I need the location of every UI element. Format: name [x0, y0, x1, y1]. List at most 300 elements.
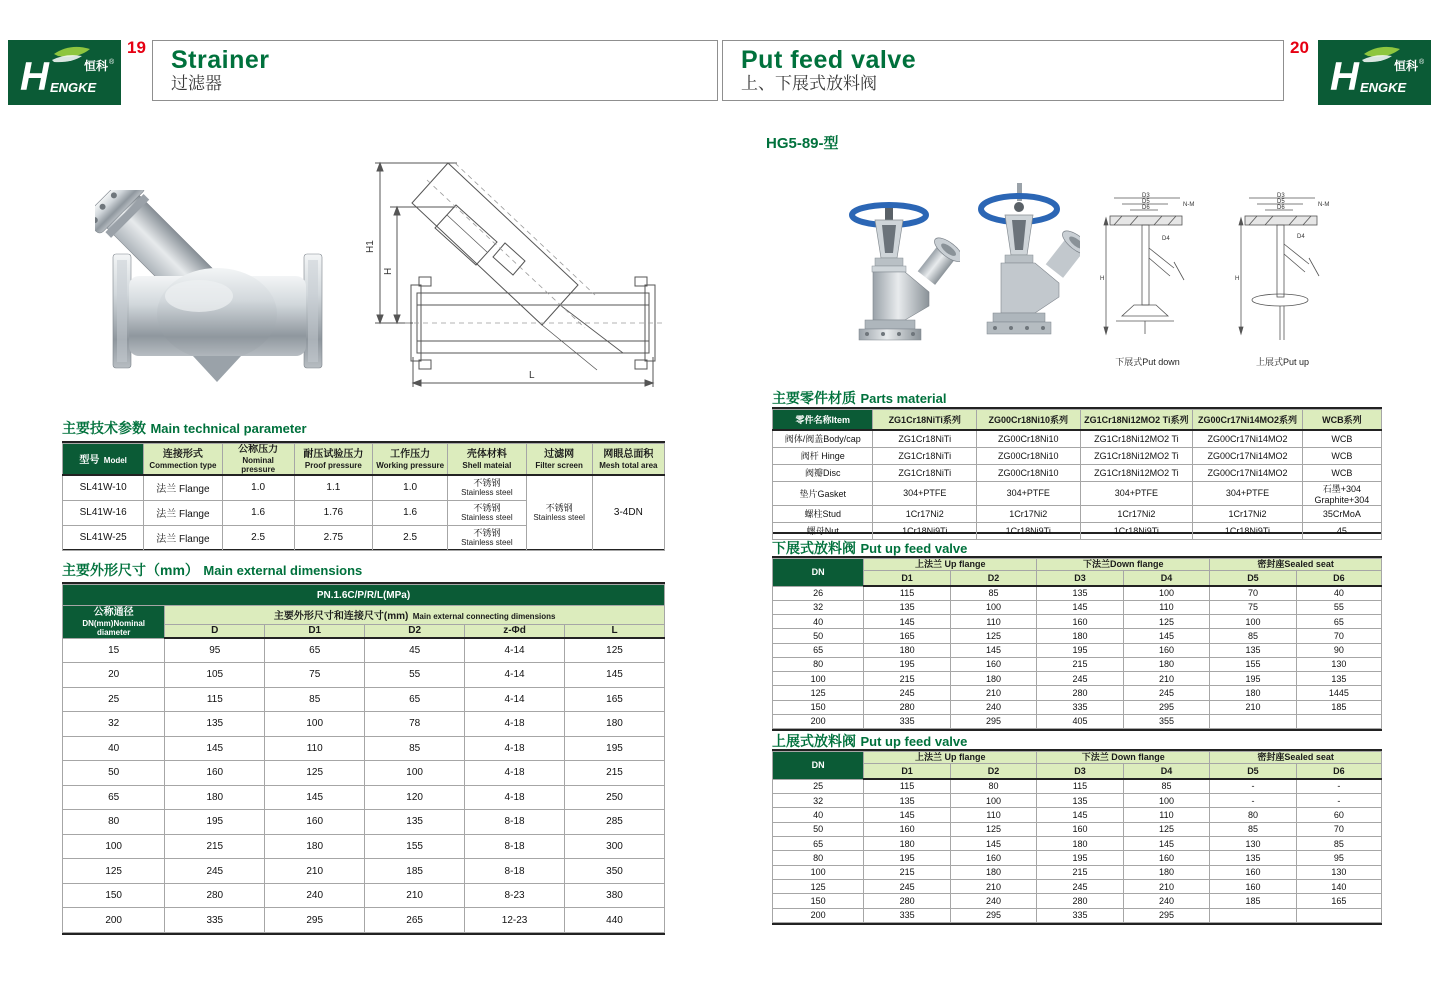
col-connection: 连接形式 Commection type: [144, 444, 222, 476]
cell: 125: [565, 638, 665, 663]
cell: 125: [63, 859, 165, 884]
table-row: [773, 586, 1382, 600]
cell: 85: [1296, 836, 1381, 850]
group-down-flange: 下法兰Down flange: [1037, 559, 1210, 571]
cell: ZG00Cr17Ni14MO2: [1193, 464, 1303, 481]
cell: WCB: [1302, 447, 1381, 464]
cell: 304+PTFE: [1193, 481, 1303, 505]
cell: 160: [950, 851, 1036, 865]
svg-text:L: L: [529, 370, 535, 381]
cell: 1Cr18Ni9Ti: [1193, 522, 1303, 539]
cell: 法兰 Flange: [144, 475, 222, 500]
cell: 210: [1210, 700, 1296, 714]
table-row: [63, 883, 665, 908]
svg-text:ENGKE: ENGKE: [1360, 80, 1407, 95]
cell: 335: [1037, 908, 1123, 922]
cell: 65: [773, 643, 864, 657]
cell: ZG1Cr18NiTi: [873, 464, 977, 481]
cell: 145: [1123, 836, 1209, 850]
cell: 160: [165, 761, 265, 786]
cell: 210: [1123, 672, 1209, 686]
cell: 135: [864, 600, 950, 614]
cell: 1.1: [294, 475, 372, 500]
cell: 195: [165, 810, 265, 835]
cell: 1.6: [222, 500, 294, 525]
page-title-right-en: Put feed valve: [741, 46, 917, 74]
cell: -: [1210, 793, 1296, 807]
svg-text:®: ®: [109, 59, 115, 66]
col-zod: z-Φd: [465, 625, 565, 639]
cell: 240: [950, 700, 1036, 714]
parts-table-wrap: [772, 407, 1382, 534]
table-row: [773, 894, 1382, 908]
cell: 85: [950, 586, 1036, 600]
cell: 螺柱Stud: [773, 505, 873, 522]
group-up-flange: 上法兰 Up flange: [864, 752, 1037, 764]
cell: 200: [773, 714, 864, 728]
cell: 130: [1296, 657, 1381, 671]
cell: 280: [1037, 894, 1123, 908]
cell: 1.6: [373, 500, 448, 525]
cell: 阀瓣Disc: [773, 464, 873, 481]
cell: 125: [950, 822, 1036, 836]
cell: 380: [565, 883, 665, 908]
down-title-en: Put up feed valve: [860, 541, 968, 556]
col-item: 零件名称Item: [773, 410, 873, 431]
cell: SL41W-16: [63, 500, 144, 525]
cell: 法兰 Flange: [144, 525, 222, 550]
valve-photo-down-icon: [845, 198, 960, 350]
model-code: HG5-89-型: [766, 135, 839, 152]
up-cols-row: [773, 764, 1382, 780]
cell: 110: [1123, 600, 1209, 614]
cell: 1.76: [294, 500, 372, 525]
cell: 195: [864, 657, 950, 671]
cell: ZG00Cr17Ni14MO2: [1193, 447, 1303, 464]
cell: 100: [63, 834, 165, 859]
cell: [1296, 908, 1381, 922]
strainer-drawing: [335, 145, 675, 405]
down-group-row: [773, 559, 1382, 571]
cell: 阀体/阀盖Body/cap: [773, 430, 873, 447]
cell: 125: [1123, 615, 1209, 629]
svg-text:N-M: N-M: [1318, 202, 1330, 208]
cell: SL41W-25: [63, 525, 144, 550]
table-row: [773, 615, 1382, 629]
cell: 50: [773, 629, 864, 643]
cell: 180: [950, 865, 1036, 879]
cell: 295: [1123, 700, 1209, 714]
cell: 145: [265, 785, 365, 810]
page-title-left-en: Strainer: [171, 46, 270, 74]
cell: 100: [1123, 586, 1209, 600]
cell: 80: [950, 779, 1036, 793]
col-D5: D5: [1210, 571, 1296, 587]
svg-text:H: H: [1235, 276, 1240, 282]
cell: 125: [773, 686, 864, 700]
col-dn: DN: [773, 752, 864, 780]
cell: 2.5: [373, 525, 448, 550]
cell: 65: [773, 836, 864, 850]
cell: 350: [565, 859, 665, 884]
cell: 180: [165, 785, 265, 810]
cell: ZG00Cr17Ni14MO2: [1193, 430, 1303, 447]
col-D1: D1: [265, 625, 365, 639]
cell: 240: [950, 894, 1036, 908]
cell: 40: [63, 736, 165, 761]
cell: 2.75: [294, 525, 372, 550]
table-row: [773, 700, 1382, 714]
cell: WCB: [1302, 464, 1381, 481]
cell: 160: [864, 822, 950, 836]
cell: 4-18: [465, 761, 565, 786]
table-row: [773, 600, 1382, 614]
cell: 105: [165, 663, 265, 688]
down-table: [772, 558, 1382, 729]
technical-drawing-put-down: [1100, 192, 1195, 367]
parts-title-en: Parts material: [860, 391, 947, 406]
cell: 55: [365, 663, 465, 688]
cell: 160: [1210, 865, 1296, 879]
table-row: [773, 430, 1382, 447]
cell: 304+PTFE: [977, 481, 1081, 505]
table-row: [63, 712, 665, 737]
cell: 85: [1210, 822, 1296, 836]
col-dn: 公称通径 DN(mm)Nominal diameter: [63, 606, 165, 639]
cell: 阀杆 Hinge: [773, 447, 873, 464]
cell: 32: [773, 793, 864, 807]
cell: 垫片Gasket: [773, 481, 873, 505]
cell: 245: [864, 879, 950, 893]
cell: 280: [864, 700, 950, 714]
cell: 115: [1037, 779, 1123, 793]
cell: 8-18: [465, 834, 565, 859]
col-D4: D4: [1123, 571, 1209, 587]
cell: 195: [1037, 643, 1123, 657]
cell: 304+PTFE: [873, 481, 977, 505]
cell: 100: [773, 672, 864, 686]
cell: 115: [864, 586, 950, 600]
dims-title-cn: 主要外形尺寸（mm）: [62, 562, 199, 578]
cell: 40: [773, 615, 864, 629]
cell: 110: [265, 736, 365, 761]
cell: 85: [265, 687, 365, 712]
cell: 145: [1037, 808, 1123, 822]
parts-title-cn: 主要零件材质: [772, 390, 856, 406]
pn-header: PN.1.6C/P/R/L(MPa): [63, 585, 665, 606]
cell: 8-23: [465, 883, 565, 908]
cell: 55: [1296, 600, 1381, 614]
cell: 280: [1037, 686, 1123, 700]
col-series-2: ZG00Cr18Ni10系列: [977, 410, 1081, 431]
cell: 160: [1123, 643, 1209, 657]
cell: 150: [773, 894, 864, 908]
cell: 180: [1123, 865, 1209, 879]
cell: WCB: [1302, 430, 1381, 447]
col-nominal-pressure: 公称压力 Nominal pressure: [222, 444, 294, 476]
cell: 8-18: [465, 859, 565, 884]
cell: [1210, 908, 1296, 922]
cell: 32: [773, 600, 864, 614]
table-row: [63, 908, 665, 933]
technical-drawing-put-up: [1235, 192, 1330, 367]
dims-section-title: [62, 560, 362, 580]
svg-text:恒科: 恒科: [84, 59, 109, 73]
svg-text:D6: D6: [1277, 205, 1285, 211]
table-row: [773, 447, 1382, 464]
cell: 295: [1123, 908, 1209, 922]
table-row: [63, 834, 665, 859]
table-row: [773, 714, 1382, 728]
parts-table: [772, 409, 1382, 540]
cell: 15: [63, 638, 165, 663]
cell: 180: [950, 672, 1036, 686]
cell: 160: [1123, 851, 1209, 865]
cell: 135: [165, 712, 265, 737]
cell: 60: [1296, 808, 1381, 822]
cell: 210: [1123, 879, 1209, 893]
cell: 石墨+304 Graphite+304: [1302, 481, 1381, 505]
cell: 135: [1296, 672, 1381, 686]
cell: 95: [165, 638, 265, 663]
up-group-row: [773, 752, 1382, 764]
cell: ZG1Cr18NiTi: [873, 447, 977, 464]
down-cols-row: [773, 571, 1382, 587]
cell: 145: [1037, 600, 1123, 614]
cell-filter-merged: 不锈钢 Stainless steel: [526, 475, 592, 550]
cell: 135: [365, 810, 465, 835]
drawing-put-down-icon: [1100, 192, 1195, 350]
table-row: [773, 686, 1382, 700]
cell: 145: [950, 836, 1036, 850]
svg-text:D5: D5: [1142, 199, 1150, 205]
cell: 165: [565, 687, 665, 712]
cell: 195: [1037, 851, 1123, 865]
cell: ZG00Cr18Ni10: [977, 464, 1081, 481]
cell: 115: [864, 779, 950, 793]
cell: 78: [365, 712, 465, 737]
cell: 304+PTFE: [1080, 481, 1193, 505]
cell: 115: [165, 687, 265, 712]
cell: 90: [1296, 643, 1381, 657]
cell: 70: [1296, 629, 1381, 643]
cell: 300: [565, 834, 665, 859]
table-row: [63, 761, 665, 786]
cell: 1445: [1296, 686, 1381, 700]
col-mesh-area: 网眼总面积 Mesh total area: [592, 444, 664, 476]
cell: 215: [1037, 657, 1123, 671]
cell: 245: [1037, 879, 1123, 893]
table-row: [63, 663, 665, 688]
cell: [1210, 714, 1296, 728]
cell: 1Cr17Ni2: [1193, 505, 1303, 522]
table-row: [773, 879, 1382, 893]
cell: 1Cr18Ni9Ti: [977, 522, 1081, 539]
cell: 335: [165, 908, 265, 933]
up-table-wrap: [772, 749, 1382, 925]
cell: 150: [773, 700, 864, 714]
cell: 180: [864, 836, 950, 850]
cell: 180: [265, 834, 365, 859]
col-D2: D2: [950, 764, 1036, 780]
up-table: [772, 751, 1382, 923]
cell: -: [1296, 779, 1381, 793]
col-D4: D4: [1123, 764, 1209, 780]
cell: 130: [1296, 865, 1381, 879]
cell: 4-18: [465, 712, 565, 737]
cell: 180: [1037, 836, 1123, 850]
cell: 2.5: [222, 525, 294, 550]
cell: 295: [950, 908, 1036, 922]
cell: 1Cr18Ni9Ti: [1080, 522, 1193, 539]
cell: 335: [1037, 700, 1123, 714]
group-sealed-seat: 密封座Sealed seat: [1210, 559, 1382, 571]
group-sealed-seat: 密封座Sealed seat: [1210, 752, 1382, 764]
up-table-title: [772, 731, 967, 751]
cell-shell: 不锈钢 Stainless steel: [448, 475, 526, 500]
cell: 4-18: [465, 736, 565, 761]
cell: 135: [1037, 586, 1123, 600]
cell: 100: [1123, 793, 1209, 807]
cell: 210: [950, 879, 1036, 893]
tech-table: [62, 443, 665, 551]
cell: 130: [1210, 836, 1296, 850]
hengke-logo-icon: [8, 40, 121, 105]
svg-text:D3: D3: [1277, 193, 1285, 199]
cell: 165: [1296, 894, 1381, 908]
parts-header-row: [773, 410, 1382, 431]
cell: 145: [165, 736, 265, 761]
cell: 440: [565, 908, 665, 933]
dims-table: [62, 584, 665, 933]
table-row: [773, 629, 1382, 643]
cell: 160: [1037, 822, 1123, 836]
tech-title-cn: 主要技术参数: [62, 420, 146, 436]
cell: 180: [864, 643, 950, 657]
cell: 295: [265, 908, 365, 933]
table-row: [773, 836, 1382, 850]
cell: 335: [864, 908, 950, 922]
cell: 70: [1210, 586, 1296, 600]
col-D1: D1: [864, 764, 950, 780]
cell: ZG00Cr18Ni10: [977, 447, 1081, 464]
col-proof-pressure: 耐压试验压力 Proof pressure: [294, 444, 372, 476]
cell: 245: [165, 859, 265, 884]
col-series-5: WCB系列: [1302, 410, 1381, 431]
col-D6: D6: [1296, 571, 1381, 587]
dims-group-row: [63, 606, 665, 625]
cell: 135: [1037, 793, 1123, 807]
cell: [1296, 714, 1381, 728]
col-D: D: [165, 625, 265, 639]
cell: 1Cr17Ni2: [873, 505, 977, 522]
cell: 65: [63, 785, 165, 810]
cell: 8-18: [465, 810, 565, 835]
cell: 20: [63, 663, 165, 688]
cell: 75: [265, 663, 365, 688]
strainer-drawing-icon: [335, 145, 675, 405]
cell: 145: [864, 615, 950, 629]
cell: 4-18: [465, 785, 565, 810]
cell: 40: [1296, 586, 1381, 600]
strainer-photo-icon: [95, 190, 340, 395]
svg-text:D4: D4: [1297, 234, 1305, 240]
pn-header-row: [63, 585, 665, 606]
col-D2: D2: [950, 571, 1036, 587]
cell: 100: [265, 712, 365, 737]
cell: 215: [864, 865, 950, 879]
cell: 180: [1123, 657, 1209, 671]
cell: 4-14: [465, 638, 565, 663]
tech-section-title: [62, 418, 307, 438]
cell-mesh-merged: 3-4DN: [592, 475, 664, 550]
svg-text:H1: H1: [365, 240, 376, 253]
svg-text:D5: D5: [1277, 199, 1285, 205]
svg-text:N-M: N-M: [1183, 202, 1195, 208]
cell: 100: [365, 761, 465, 786]
cell: 110: [950, 615, 1036, 629]
cell: ZG1Cr18NiTi: [873, 430, 977, 447]
up-title-cn: 上展式放料阀: [772, 733, 856, 749]
table-row: [773, 672, 1382, 686]
table-row: [773, 643, 1382, 657]
cell: 80: [1210, 808, 1296, 822]
page-title-right-cn: 上、下展式放料阀: [741, 74, 877, 93]
cell: 145: [1123, 629, 1209, 643]
cell: 405: [1037, 714, 1123, 728]
cell: 180: [1037, 629, 1123, 643]
cell: 40: [773, 808, 864, 822]
page-title-left-cn: 过滤器: [171, 74, 222, 93]
cell: 1Cr17Ni2: [977, 505, 1081, 522]
dims-table-wrap: [62, 582, 665, 935]
cell: 100: [1210, 615, 1296, 629]
cell: 135: [1210, 851, 1296, 865]
drawing-caption-up: 上展式Put up: [1255, 357, 1310, 367]
table-row: [773, 481, 1382, 505]
table-row: [773, 779, 1382, 793]
cell: 150: [63, 883, 165, 908]
cell: SL41W-10: [63, 475, 144, 500]
col-series-3: ZG1Cr18Ni12MO2 Ti系列: [1080, 410, 1193, 431]
cell: 215: [165, 834, 265, 859]
cell: 1Cr18Ni9Ti: [873, 522, 977, 539]
cell: 4-14: [465, 687, 565, 712]
tech-header-row: [63, 444, 665, 476]
cell: 35CrMoA: [1302, 505, 1381, 522]
cell: 100: [773, 865, 864, 879]
dims-span-header: 主要外形尺寸和连接尺寸(mm) Main external connecting dimensions: [165, 606, 665, 625]
cell: 185: [1296, 700, 1381, 714]
cell: 180: [565, 712, 665, 737]
cell: 80: [773, 851, 864, 865]
cell: 50: [773, 822, 864, 836]
cell: 65: [1296, 615, 1381, 629]
cell: ZG1Cr18Ni12MO2 Ti: [1080, 464, 1193, 481]
up-title-en: Put up feed valve: [860, 734, 968, 749]
svg-text:H: H: [1100, 276, 1105, 282]
svg-text:D4: D4: [1162, 236, 1170, 242]
cell: 125: [950, 629, 1036, 643]
cell: 195: [1210, 672, 1296, 686]
table-row: [63, 638, 665, 663]
cell: 155: [1210, 657, 1296, 671]
cell: 26: [773, 586, 864, 600]
cell: 85: [365, 736, 465, 761]
cell: 335: [864, 714, 950, 728]
cell: 1Cr17Ni2: [1080, 505, 1193, 522]
down-title-cn: 下展式放料阀: [772, 540, 856, 556]
